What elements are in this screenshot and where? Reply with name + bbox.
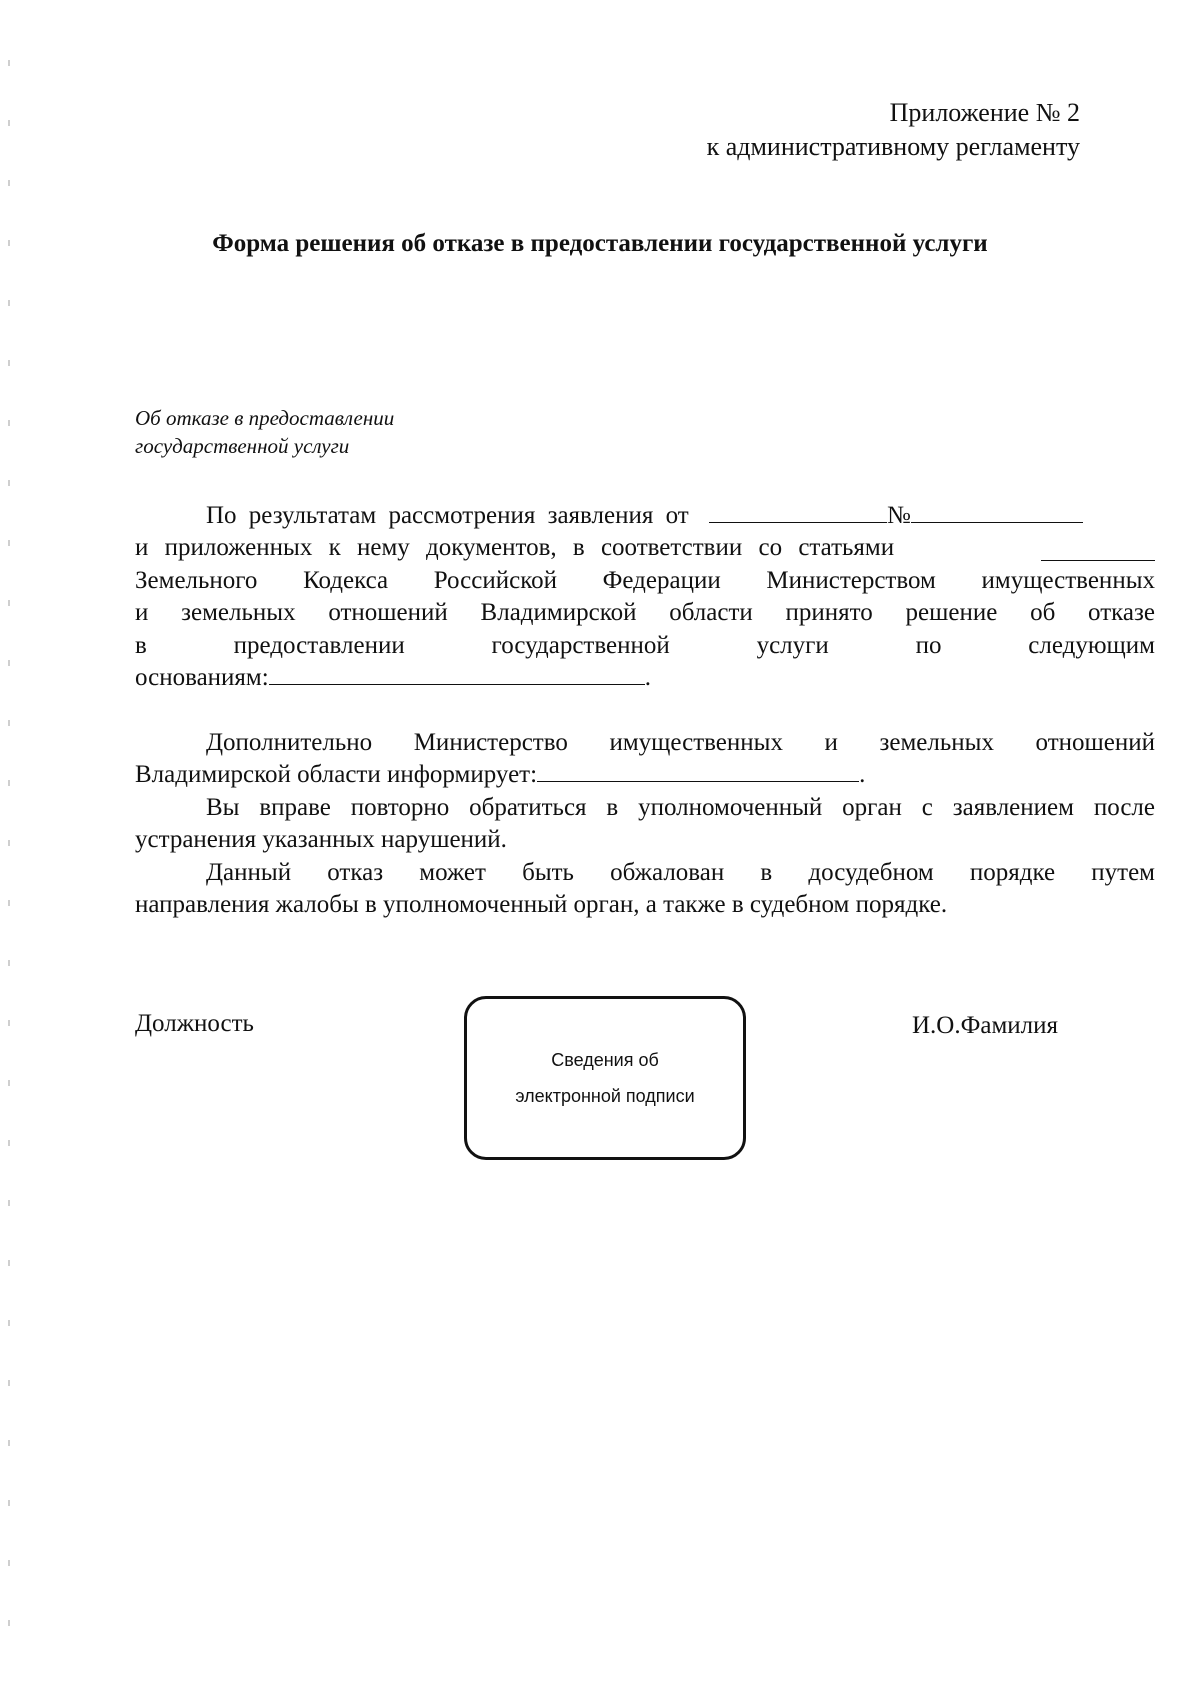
paragraph-1-line-1 (135, 500, 1155, 533)
informs-label: Владимирской области информирует: (135, 761, 538, 788)
annex-number: Приложение № 2 (889, 98, 1080, 127)
subject-line-1: Об отказе в предоставлении (135, 406, 395, 430)
grounds-label: основаниям: (135, 664, 269, 691)
paragraph-2-line-1: Дополнительно Министерство имущественных и земельных отношений (206, 729, 1155, 756)
paragraph-4-line-2: направления жалобы в уполномоченный орган, а также в судебном порядке. (135, 891, 948, 918)
informs-blank (537, 759, 859, 782)
paragraph-1-line-2 (135, 532, 1155, 565)
paragraph-1-line-4: и земельных отношений Владимирской области принято решение об отказе (135, 599, 1155, 626)
articles-blank (1041, 538, 1155, 561)
subject-block (135, 404, 394, 460)
position-label: Должность (135, 1010, 254, 1037)
number-sign: № (886, 502, 911, 529)
document-title: Форма решения об отказе в предоставлении государственной услуги (212, 230, 988, 257)
scan-margin-marks (8, 60, 10, 1660)
annex-block (707, 96, 1080, 164)
paragraph-1-line-3: Земельного Кодекса Российской Федерации Министерством имущественных (135, 567, 1155, 594)
name-label: И.О.Фамилия (912, 1012, 1059, 1039)
period: . (859, 761, 866, 788)
period: . (644, 664, 651, 691)
electronic-signature-box (464, 996, 746, 1160)
p1-text: и приложенных к нему документов, в соответствии со статьями (135, 534, 895, 561)
paragraph-3-line-2: устранения указанных нарушений. (135, 826, 507, 853)
subject-line-2: государственной услуги (135, 434, 350, 458)
signature-box-line-1: Сведения об (551, 1050, 659, 1070)
annex-reference: к административному регламенту (706, 132, 1080, 161)
signature-box-line-2: электронной подписи (515, 1086, 695, 1106)
date-blank (709, 500, 887, 523)
grounds-blank (269, 662, 645, 685)
paragraph-1-line-5: в предоставлении государственной услуги по следующим (135, 632, 1155, 659)
paragraph-2-line-2 (135, 759, 1155, 792)
paragraph-4-line-1: Данный отказ может быть обжалован в досудебном порядке путем (206, 859, 1155, 886)
paragraph-1-line-6 (135, 662, 1155, 695)
number-blank (911, 500, 1083, 523)
p1-text: По результатам рассмотрения заявления от (206, 502, 689, 529)
paragraph-3-line-1: Вы вправе повторно обратиться в уполномоченный орган с заявлением после (206, 794, 1155, 821)
